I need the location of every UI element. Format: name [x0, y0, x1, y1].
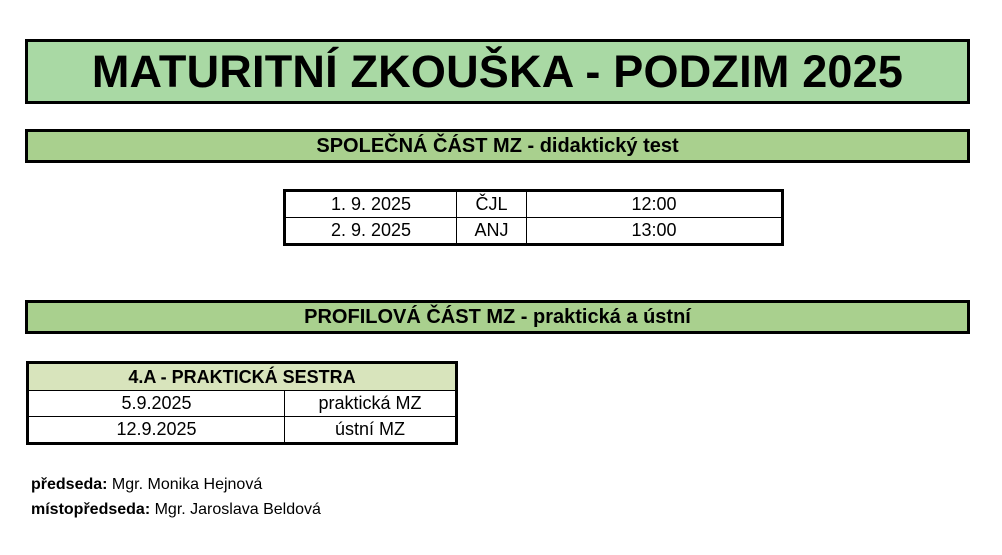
exam-time-cell: 12:00: [527, 191, 783, 218]
vice-chair-name: Mgr. Jaroslava Beldová: [154, 501, 321, 518]
exam-type-cell: praktická MZ: [285, 391, 457, 417]
vice-chair-label: místopředseda:: [31, 501, 151, 518]
table-row: [28, 391, 457, 417]
common-section-header: [25, 129, 970, 163]
exam-type-cell: ústní MZ: [285, 417, 457, 444]
profile-exam-schedule-table: [26, 361, 458, 445]
exam-date-cell: 1. 9. 2025: [285, 191, 457, 218]
exam-date-cell: 5.9.2025: [28, 391, 285, 417]
committee-chair-line: [31, 476, 262, 494]
table-row: [285, 218, 783, 245]
chair-name: Mgr. Monika Hejnová: [111, 476, 263, 493]
common-section-title: SPOLEČNÁ ČÁST MZ - didaktický test: [316, 134, 679, 157]
chair-label: předseda:: [31, 476, 108, 493]
page-title: MATURITNÍ ZKOUŠKA - PODZIM 2025: [91, 45, 904, 97]
exam-time-cell: 13:00: [527, 218, 783, 245]
committee-vice-chair-line: [31, 501, 321, 519]
page-title-banner: [25, 39, 970, 104]
exam-subject-cell: ČJL: [457, 191, 527, 218]
profile-section-header: [25, 300, 970, 334]
class-heading: 4.A - PRAKTICKÁ SESTRA: [28, 363, 457, 391]
exam-date-cell: 12.9.2025: [28, 417, 285, 444]
profile-section-title: PROFILOVÁ ČÁST MZ - praktická a ústní: [304, 305, 691, 328]
exam-subject-cell: ANJ: [457, 218, 527, 245]
table-header-row: [28, 363, 457, 391]
common-exam-schedule-table: [283, 189, 784, 246]
table-row: [28, 417, 457, 444]
exam-date-cell: 2. 9. 2025: [285, 218, 457, 245]
table-row: [285, 191, 783, 218]
